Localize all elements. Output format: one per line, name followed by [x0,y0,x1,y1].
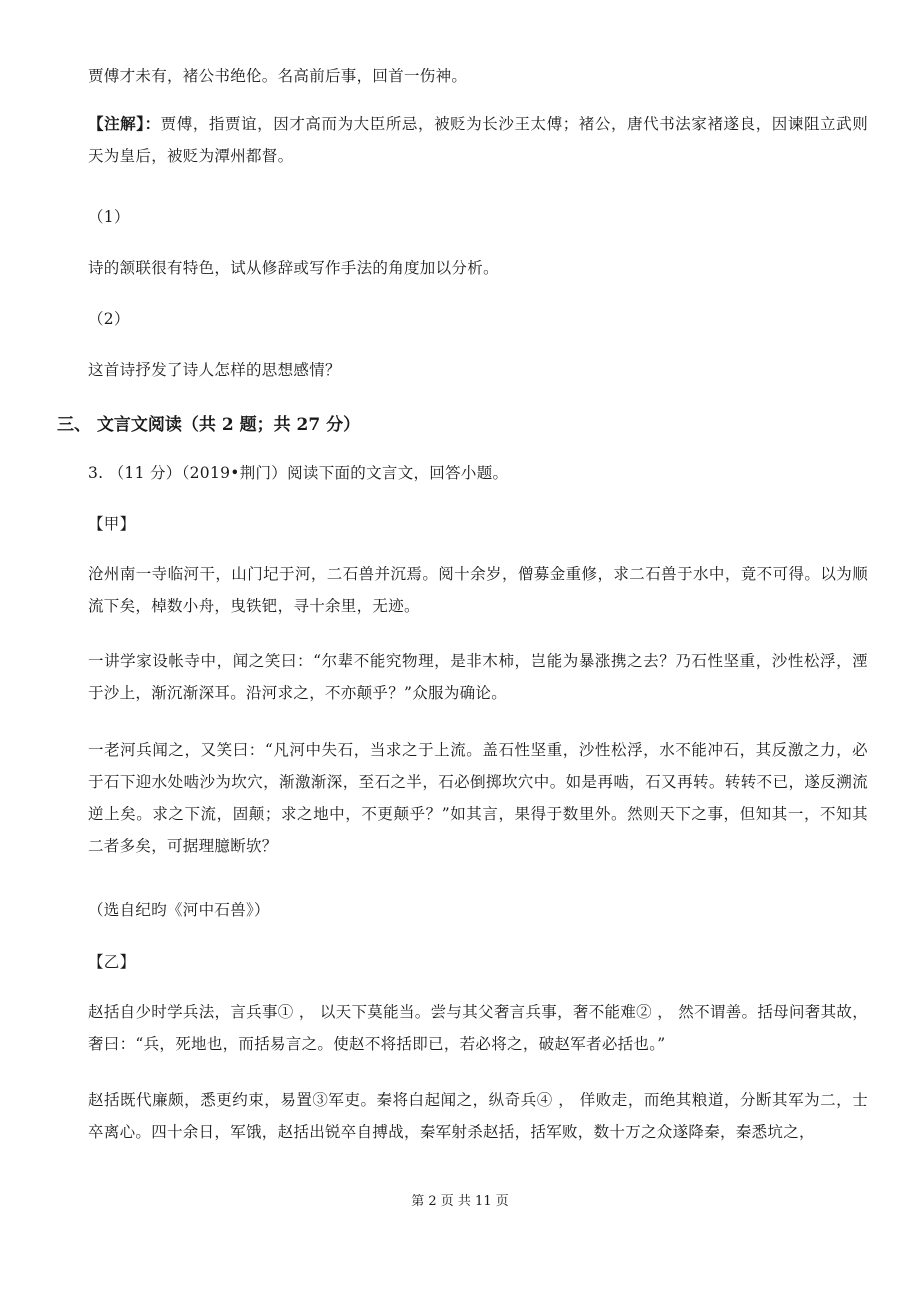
question-1-text: 诗的颔联很有特色，试从修辞或写作手法的角度加以分析。 [88,259,499,277]
part-a-label: 【甲】 [88,515,136,533]
part-b-paragraph-2: 赵括既代廉颇，悉更约束，易置③军吏。秦将白起闻之，纵奇兵④ ， 佯败走，而绝其粮道，分断其军为二，士卒离心。四十余日，军饿，赵括出锐卒自搏战，秦军射杀赵括，括军败，数十万之众遂降秦，秦悉坑之， [88,1091,868,1141]
part-a-paragraph-3: 一老河兵闻之，又笑曰：“凡河中失石，当求之于上流。盖石性坚重，沙性松浮，水不能冲石，其反激之力，必于石下迎水处啮沙为坎穴，渐激渐深，至石之半，石必倒掷坎穴中。如是再啮，石又再转。转转不已，遂反溯流逆上矣。求之下流，固颠；求之地中，不更颠乎？”如其言，果得于数里外。然则天下之事，但知其一，不知其二者多矣，可据理臆断欤？ [88,741,868,855]
part-b-paragraph-1: 赵括自少时学兵法，言兵事① ， 以天下莫能当。尝与其父奢言兵事，奢不能难② ， 然不谓善。括母问奢其故，奢曰：“兵，死地也，而括易言之。使赵不将括即已，若必将之，破赵军者必括也。” [88,1003,868,1053]
part-a-paragraph-2: 一讲学家设帐寺中，闻之笑曰：“尔辈不能究物理，是非木柿，岂能为暴涨携之去？乃石性坚重，沙性松浮，湮于沙上，渐沉渐深耳。沿河求之，不亦颠乎？”众服为确论。 [88,652,868,702]
annotation-text: 贾傅，指贾谊，因才高而为大臣所忌，被贬为长沙王太傅；褚公，唐代书法家褚遂良，因谏阻立武则天为皇后，被贬为潭州都督。 [88,115,868,165]
part-a-source: （选自纪昀《河中石兽》） [88,901,270,919]
question-1-label: （1） [88,208,130,226]
question-2-text: 这首诗抒发了诗人怎样的思想感情？ [88,361,341,379]
question-2-label: （2） [88,310,130,328]
annotation-paragraph [88,108,868,172]
part-b-label: 【乙】 [88,953,136,971]
question-3-intro: 3. （11 分）（2019•荆门）阅读下面的文言文，回答小题。 [88,464,509,482]
poem-tail-line: 贾傅才未有，褚公书绝伦。名高前后事，回首一伤神。 [88,67,468,85]
page-footer: 第 2 页 共 11 页 [411,1194,509,1209]
section-title: 三、 文言文阅读（共 2 题；共 27 分） [57,415,361,435]
annotation-label: 【注解】： [88,114,161,133]
part-a-paragraph-1: 沧州南一寺临河干，山门圮于河，二石兽并沉焉。阅十余岁，僧募金重修，求二石兽于水中，竟不可得。以为顺流下矣，棹数小舟，曳铁钯，寻十余里，无迹。 [88,565,868,615]
